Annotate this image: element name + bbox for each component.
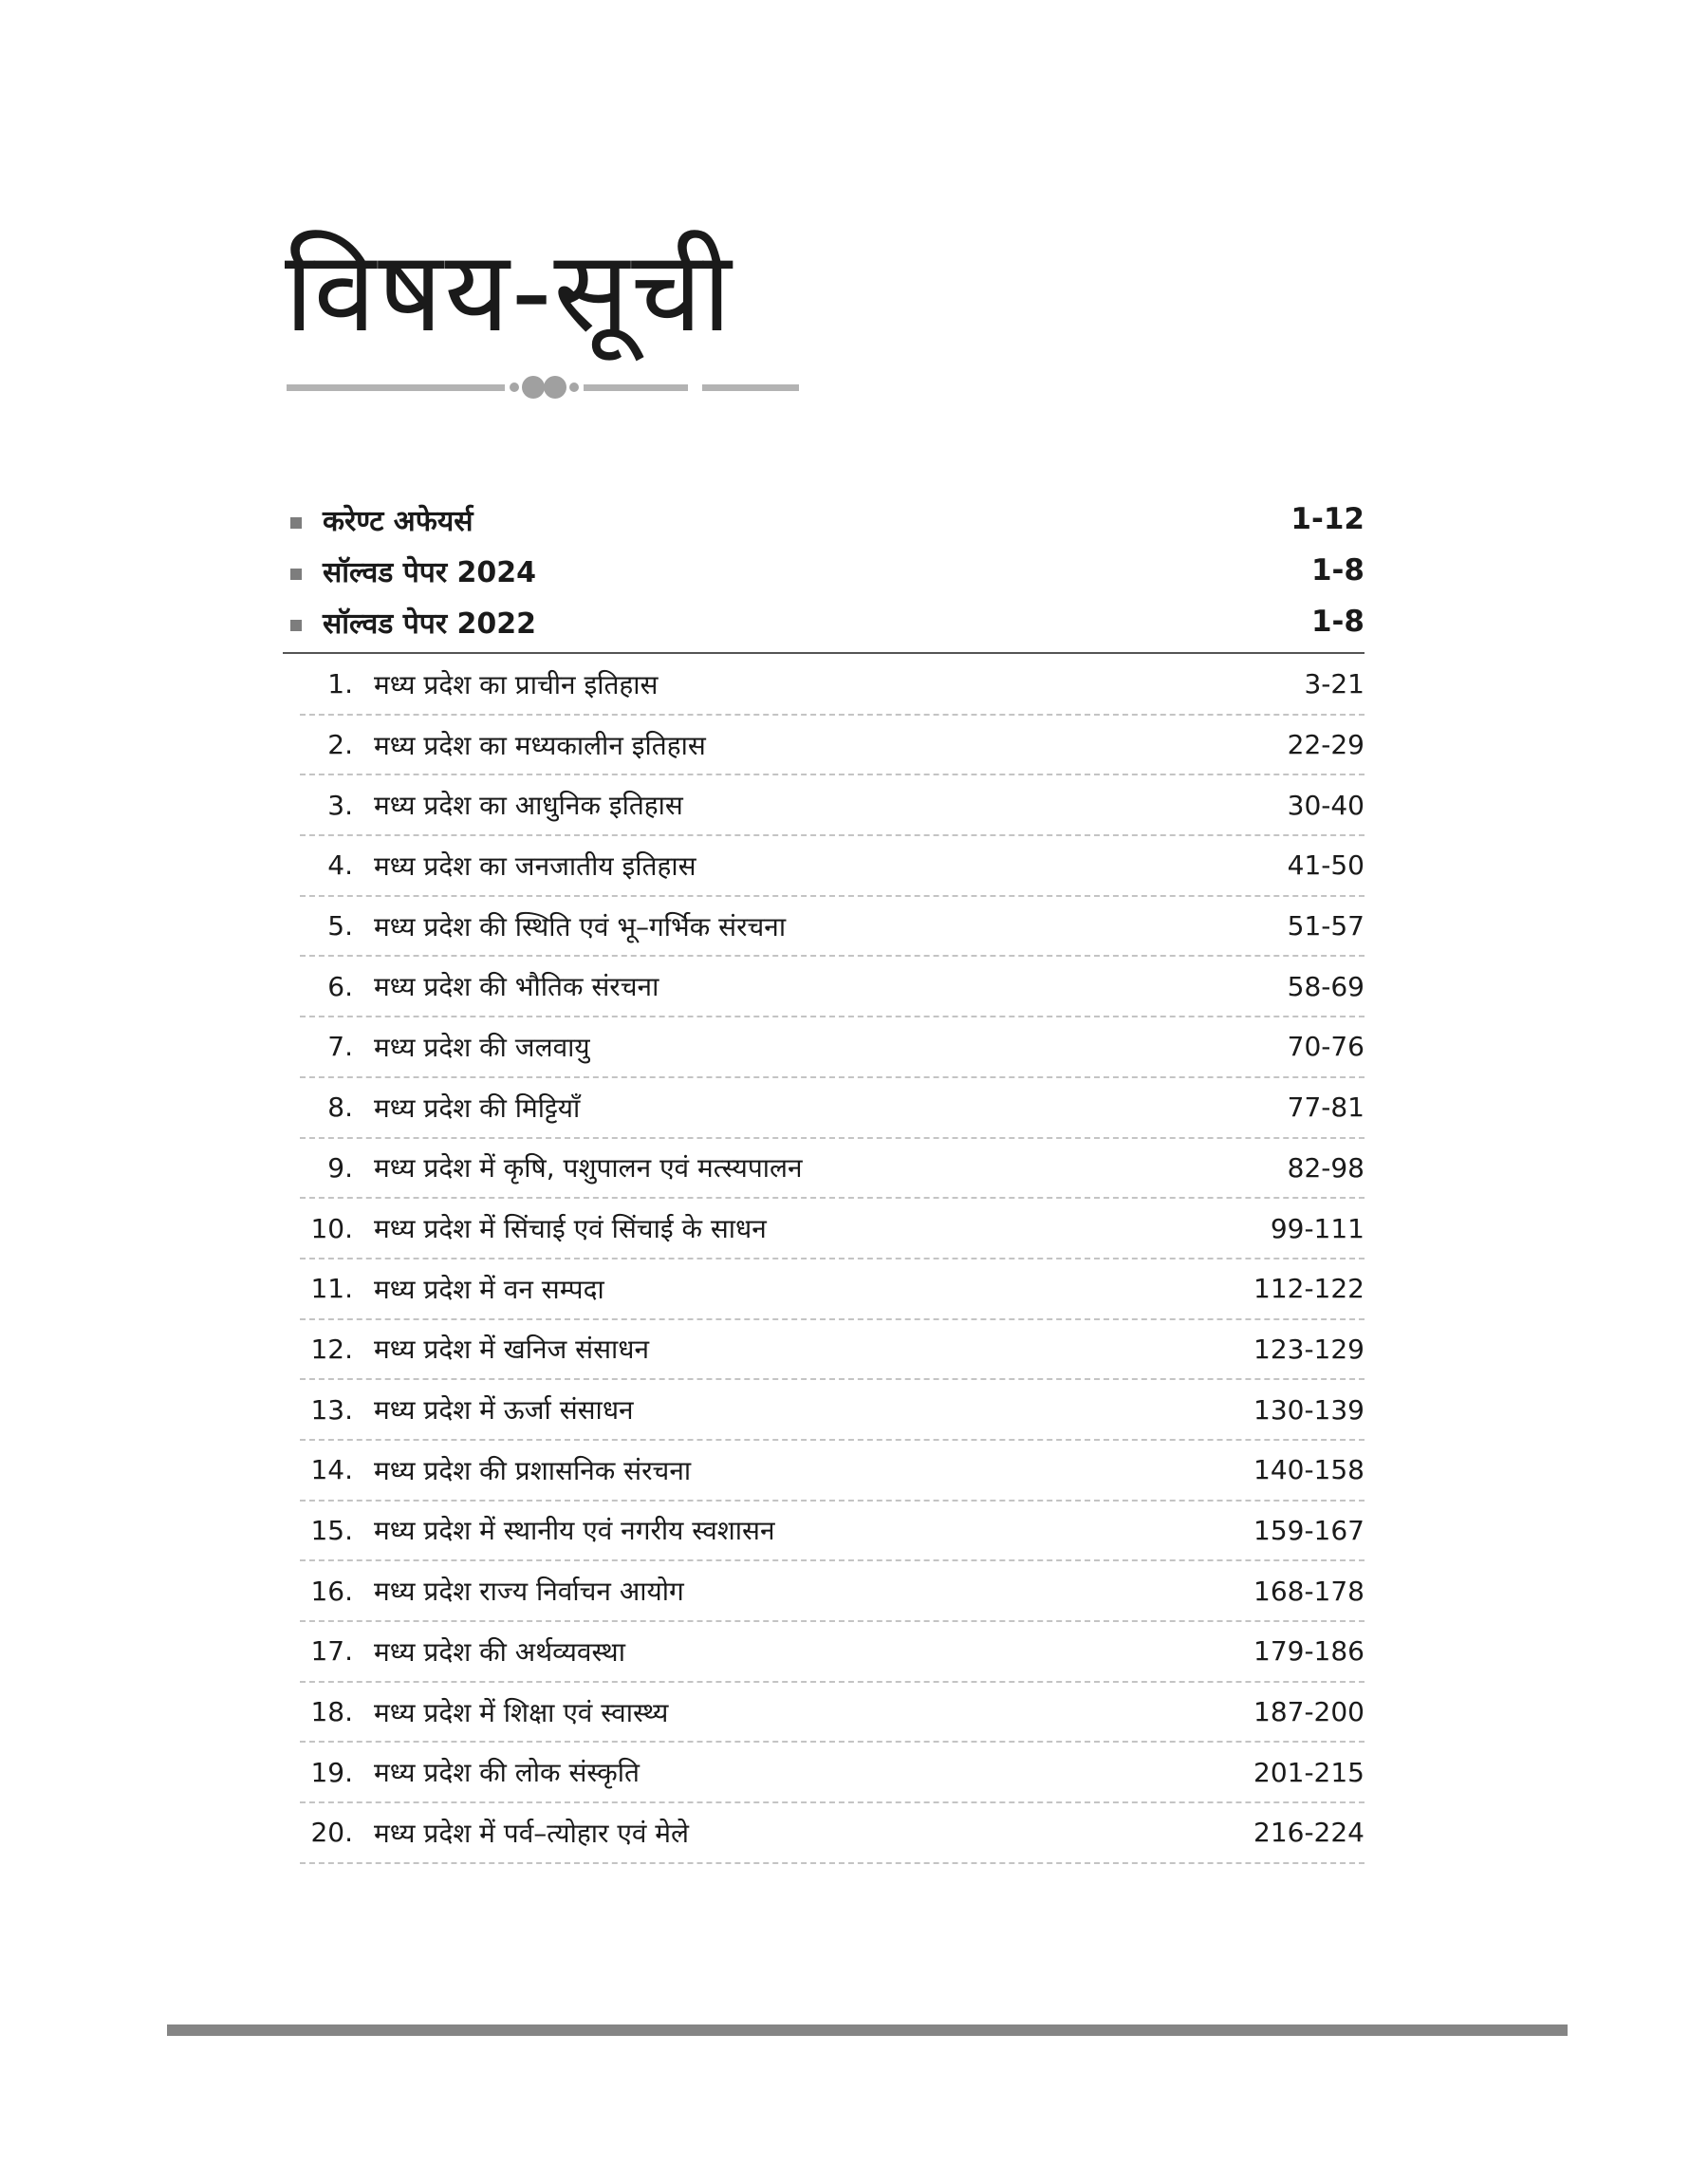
featured-item[interactable] bbox=[290, 494, 1365, 545]
featured-item-label: सॉल्वड पेपर 2022 bbox=[323, 606, 537, 641]
featured-item-label: करेण्ट अफेयर्स bbox=[323, 504, 473, 538]
title-ornament bbox=[287, 368, 799, 406]
chapter-number: 8. bbox=[327, 1092, 353, 1124]
chapter-number: 19. bbox=[310, 1756, 353, 1788]
chapter-list bbox=[300, 655, 1365, 1864]
chapter-number: 11. bbox=[310, 1273, 353, 1305]
chapter-title: मध्य प्रदेश का जनजातीय इतिहास bbox=[374, 849, 696, 882]
featured-item[interactable] bbox=[290, 545, 1365, 596]
chapter-title: मध्य प्रदेश का मध्यकालीन इतिहास bbox=[374, 729, 706, 761]
chapter-row[interactable] bbox=[300, 957, 1365, 1017]
chapter-row[interactable] bbox=[300, 1017, 1365, 1078]
chapter-row[interactable] bbox=[300, 1622, 1365, 1683]
chapter-number: 3. bbox=[327, 789, 353, 821]
chapter-pages: 130-139 bbox=[1253, 1393, 1365, 1426]
chapter-row[interactable] bbox=[300, 1380, 1365, 1441]
chapter-pages: 41-50 bbox=[1287, 849, 1365, 882]
chapter-row[interactable] bbox=[300, 1320, 1365, 1381]
chapter-pages: 82-98 bbox=[1287, 1151, 1365, 1184]
featured-item-pages: 1-12 bbox=[1290, 502, 1365, 536]
chapter-title: मध्य प्रदेश में कृषि, पशुपालन एवं मत्स्यपालन bbox=[374, 1152, 803, 1185]
chapter-row[interactable] bbox=[300, 655, 1365, 716]
chapter-pages: 70-76 bbox=[1287, 1031, 1365, 1063]
chapter-row[interactable] bbox=[300, 1139, 1365, 1200]
chapter-number: 17. bbox=[310, 1635, 353, 1668]
square-bullet-icon bbox=[290, 569, 302, 580]
chapter-number: 12. bbox=[310, 1333, 353, 1365]
featured-item-label: सॉल्वड पेपर 2024 bbox=[323, 555, 537, 589]
square-bullet-icon bbox=[290, 620, 302, 631]
chapter-title: मध्य प्रदेश की भौतिक संरचना bbox=[374, 971, 659, 1003]
chapter-title: मध्य प्रदेश में स्थानीय एवं नगरीय स्वशासन bbox=[374, 1515, 775, 1547]
chapter-pages: 30-40 bbox=[1287, 789, 1365, 821]
featured-item-pages: 1-8 bbox=[1310, 553, 1365, 588]
chapter-pages: 179-186 bbox=[1253, 1635, 1365, 1668]
chapter-row[interactable] bbox=[300, 1078, 1365, 1139]
chapter-row[interactable] bbox=[300, 1561, 1365, 1622]
section-divider bbox=[283, 652, 1365, 654]
chapter-number: 6. bbox=[327, 970, 353, 1002]
chapter-pages: 58-69 bbox=[1287, 970, 1365, 1002]
chapter-row[interactable] bbox=[300, 1743, 1365, 1803]
featured-item-pages: 1-8 bbox=[1310, 605, 1365, 639]
chapter-row[interactable] bbox=[300, 1259, 1365, 1320]
chapter-number: 18. bbox=[310, 1696, 353, 1728]
chapter-title: मध्य प्रदेश की प्रशासनिक संरचना bbox=[374, 1454, 692, 1486]
chapter-pages: 112-122 bbox=[1253, 1273, 1365, 1305]
chapter-row[interactable] bbox=[300, 897, 1365, 958]
chapter-row[interactable] bbox=[300, 1199, 1365, 1259]
chapter-number: 14. bbox=[310, 1454, 353, 1486]
chapter-title: मध्य प्रदेश की अर्थव्यवस्था bbox=[374, 1635, 625, 1668]
chapter-title: मध्य प्रदेश की स्थिति एवं भू–गर्भिक संरचना bbox=[374, 910, 787, 942]
footer-bar bbox=[167, 2024, 1568, 2036]
chapter-row[interactable] bbox=[300, 775, 1365, 836]
chapter-number: 15. bbox=[310, 1514, 353, 1546]
chapter-pages: 51-57 bbox=[1287, 910, 1365, 942]
chapter-row[interactable] bbox=[300, 716, 1365, 776]
chapter-row[interactable] bbox=[300, 1441, 1365, 1502]
page-title: विषय-सूची bbox=[285, 226, 733, 357]
chapter-title: मध्य प्रदेश में खनिज संसाधन bbox=[374, 1334, 650, 1366]
chapter-pages: 99-111 bbox=[1270, 1212, 1365, 1244]
chapter-pages: 123-129 bbox=[1253, 1333, 1365, 1365]
chapter-row[interactable] bbox=[300, 836, 1365, 897]
chapter-title: मध्य प्रदेश की मिट्टियाँ bbox=[374, 1092, 581, 1124]
chapter-number: 1. bbox=[327, 668, 353, 700]
chapter-number: 2. bbox=[327, 729, 353, 761]
chapter-row[interactable] bbox=[300, 1803, 1365, 1864]
chapter-pages: 159-167 bbox=[1253, 1514, 1365, 1546]
square-bullet-icon bbox=[290, 517, 302, 529]
chapter-number: 5. bbox=[327, 910, 353, 942]
chapter-title: मध्य प्रदेश का प्राचीन इतिहास bbox=[374, 668, 659, 700]
chapter-title: मध्य प्रदेश की लोक संस्कृति bbox=[374, 1757, 640, 1789]
chapter-number: 16. bbox=[310, 1575, 353, 1607]
chapter-title: मध्य प्रदेश में पर्व–त्योहार एवं मेले bbox=[374, 1817, 690, 1849]
chapter-pages: 140-158 bbox=[1253, 1454, 1365, 1486]
chapter-number: 4. bbox=[327, 849, 353, 882]
chapter-number: 10. bbox=[310, 1212, 353, 1244]
chapter-number: 9. bbox=[327, 1151, 353, 1184]
chapter-pages: 168-178 bbox=[1253, 1575, 1365, 1607]
chapter-number: 13. bbox=[310, 1393, 353, 1426]
featured-item[interactable] bbox=[290, 596, 1365, 647]
chapter-pages: 216-224 bbox=[1253, 1817, 1365, 1849]
chapter-pages: 77-81 bbox=[1287, 1092, 1365, 1124]
chapter-row[interactable] bbox=[300, 1502, 1365, 1562]
chapter-pages: 3-21 bbox=[1304, 668, 1365, 700]
chapter-title: मध्य प्रदेश में वन सम्पदा bbox=[374, 1273, 604, 1305]
chapter-row[interactable] bbox=[300, 1683, 1365, 1744]
chapter-number: 20. bbox=[310, 1817, 353, 1849]
chapter-title: मध्य प्रदेश में शिक्षा एवं स्वास्थ्य bbox=[374, 1696, 669, 1728]
featured-list bbox=[290, 494, 1365, 647]
chapter-title: मध्य प्रदेश राज्य निर्वाचन आयोग bbox=[374, 1576, 684, 1608]
chapter-number: 7. bbox=[327, 1031, 353, 1063]
chapter-pages: 187-200 bbox=[1253, 1696, 1365, 1728]
chapter-pages: 201-215 bbox=[1253, 1756, 1365, 1788]
chapter-title: मध्य प्रदेश में सिंचाई एवं सिंचाई के साधन bbox=[374, 1213, 767, 1245]
chapter-title: मध्य प्रदेश में ऊर्जा संसाधन bbox=[374, 1394, 634, 1427]
chapter-title: मध्य प्रदेश का आधुनिक इतिहास bbox=[374, 790, 683, 822]
chapter-title: मध्य प्रदेश की जलवायु bbox=[374, 1031, 590, 1063]
chapter-pages: 22-29 bbox=[1287, 729, 1365, 761]
